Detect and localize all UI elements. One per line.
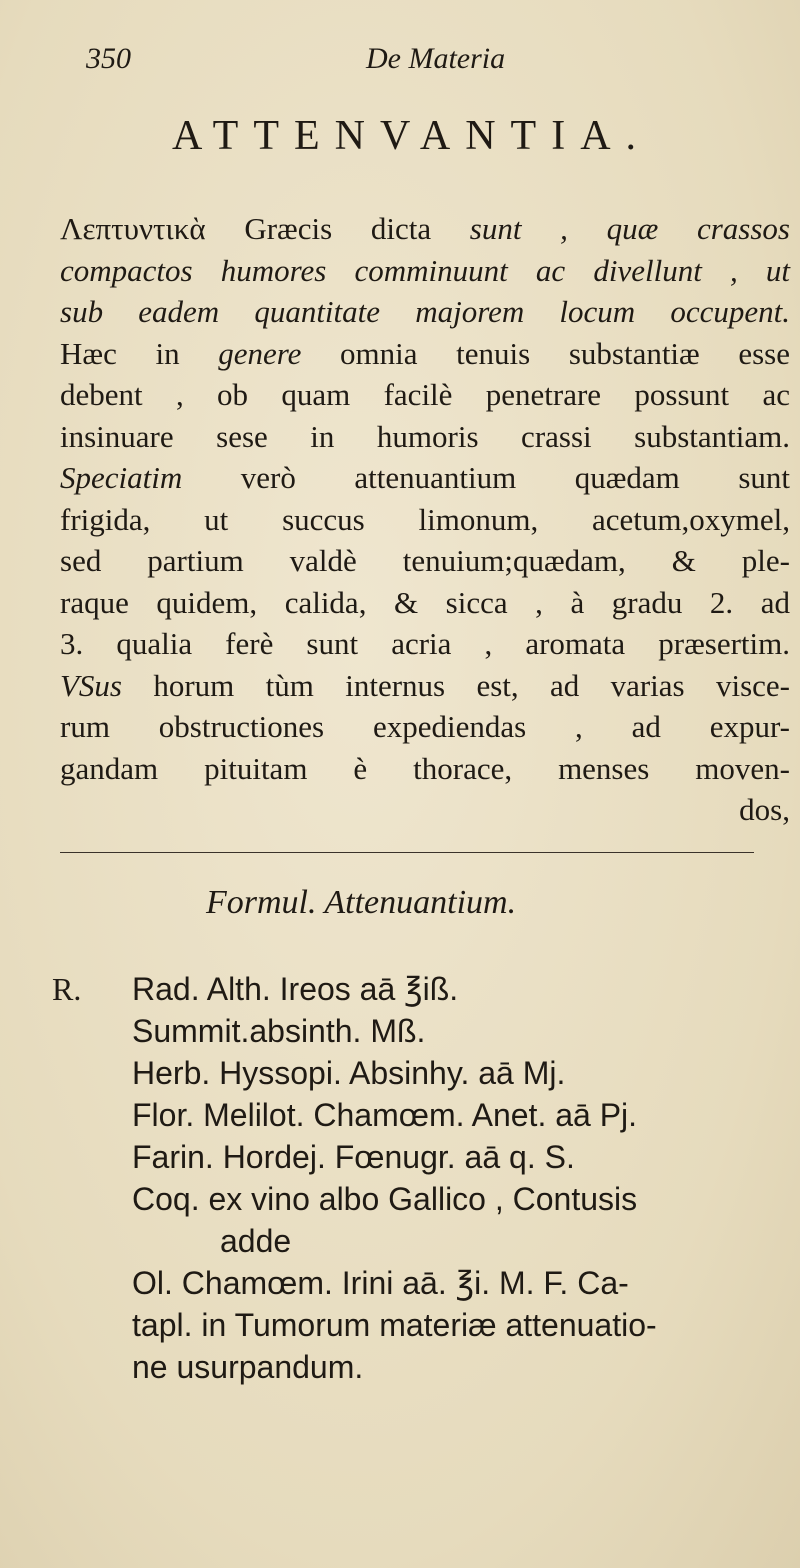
text-line	[60, 623, 790, 665]
text-segment: insinuare sese in humoris crassi substantiam.	[60, 418, 790, 454]
recipe-line	[52, 1346, 792, 1388]
recipe-text: Ol. Chamœm. Irini aā. ℥i. M. F. Ca-	[132, 1265, 629, 1301]
recipe-line	[52, 1220, 792, 1262]
text-line	[60, 665, 790, 707]
recipe-text: Rad. Alth. Ireos aā ℥iß.	[132, 971, 459, 1007]
text-line	[60, 457, 790, 499]
page-number: 350	[86, 42, 131, 75]
running-head	[86, 42, 746, 90]
recipe-text: Flor. Melilot. Chamœm. Anet. aā Pj.	[132, 1097, 638, 1133]
text-line	[60, 748, 790, 790]
text-segment: rum obstructiones expediendas , ad expur-	[60, 709, 790, 744]
recipe-text: Farin. Hordej. Fœnugr. aā q. S.	[132, 1139, 575, 1175]
body-paragraph	[60, 208, 790, 831]
recipe-text: tapl. in Tumorum materiæ attenuatio-	[132, 1307, 657, 1343]
formula-title: Formul. Attenuantium.	[206, 884, 517, 921]
recipe-text: Summit.absinth. Mß.	[132, 1013, 426, 1049]
text-segment: sed partium valdè tenuium;quædam, & ple-	[60, 543, 790, 578]
recipe-line	[52, 1262, 792, 1304]
text-line	[60, 333, 790, 375]
text-segment: frigida, ut succus limonum, acetum,oxymel,	[60, 501, 790, 537]
catchword: dos,	[739, 792, 790, 827]
recipe-block	[52, 968, 792, 1388]
text-segment: sub eadem quantitate majorem locum occupent.	[60, 294, 790, 329]
recipe-text: Coq. ex vino albo Gallico , Contusis	[132, 1181, 638, 1217]
text-line	[60, 499, 790, 541]
recipe-symbol: R.	[52, 971, 82, 1007]
recipe-line	[52, 1178, 792, 1220]
recipe-text: adde	[220, 1223, 292, 1259]
recipe-line	[52, 968, 792, 1010]
recipe-line	[52, 1304, 792, 1346]
running-title: De Materia	[366, 42, 506, 75]
text-segment: horum tùm internus est, ad varias visce-	[122, 667, 790, 703]
recipe-line	[52, 1010, 792, 1052]
text-line	[60, 208, 790, 250]
text-segment: VSus	[60, 667, 122, 703]
recipe-line	[52, 1094, 792, 1136]
text-segment: genere	[218, 335, 302, 371]
text-segment: raque quidem, calida, & sicca , à gradu 2. ad	[60, 584, 790, 620]
text-segment: Λεπτυντικὰ	[60, 211, 245, 246]
text-line	[60, 582, 790, 624]
text-segment: verò attenuantium quædam sunt	[182, 460, 790, 495]
recipe-text: Herb. Hyssopi. Absinhy. aā Mj.	[132, 1055, 566, 1091]
text-line	[60, 374, 790, 416]
text-segment: omnia tenuis substantiæ esse	[301, 335, 790, 371]
recipe-line	[52, 1136, 792, 1178]
text-segment: 3. qualia ferè sunt acria , aromata præsertim.	[60, 626, 790, 661]
text-segment: compactos humores comminuunt ac divellunt , ut	[60, 252, 790, 288]
text-segment: debent , ob quam facilè penetrare possunt ac	[60, 377, 790, 412]
text-line	[60, 250, 790, 292]
section-title: ATTENVANTIA.	[172, 113, 652, 159]
text-line	[60, 540, 790, 582]
recipe-text: ne usurpandum.	[132, 1349, 364, 1385]
horizontal-rule	[60, 852, 754, 853]
recipe-line	[52, 1052, 792, 1094]
text-segment: sunt , quæ crassos	[469, 211, 790, 246]
text-segment: Speciatim	[60, 460, 183, 495]
text-line	[60, 416, 790, 458]
text-line	[60, 291, 790, 333]
text-segment: Græcis dicta	[244, 211, 470, 246]
text-segment: Hæc in	[60, 335, 219, 371]
text-segment: gandam pituitam è thorace, menses moven-	[60, 750, 790, 786]
text-line	[60, 706, 790, 748]
